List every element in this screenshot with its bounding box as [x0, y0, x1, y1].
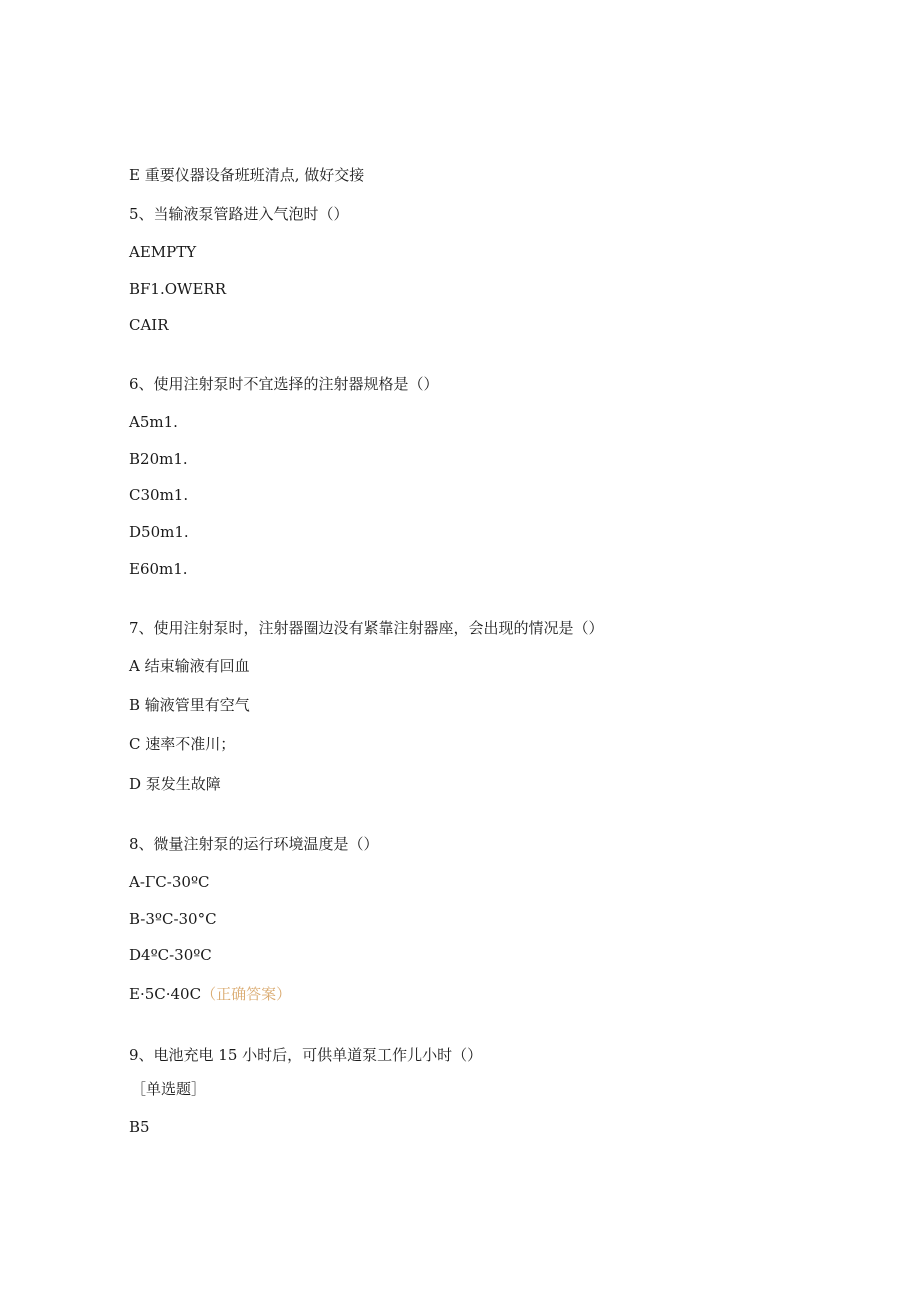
question-7-option-b: B 输液管里有空气: [129, 696, 250, 714]
question-5-option-c: CAIR: [129, 316, 169, 334]
question-6-option-d: D50m1.: [129, 523, 189, 541]
question-5: 5、当输液泵管路进入气泡时（）: [129, 205, 349, 223]
question-7-option-d: D 泵发生故障: [129, 775, 221, 793]
question-8-option-d: [129, 984, 291, 1004]
question-6-option-c: C30m1.: [129, 486, 189, 504]
question-6: 6、使用注射泵时不宜选择的注射器规格是（）: [129, 375, 439, 393]
question-5-option-a: AEMPTY: [129, 243, 197, 261]
question-8-option-a: A-ΓC-30ºC: [129, 873, 210, 891]
option-e-prev: E 重要仪器设备班班清点, 做好交接: [129, 166, 365, 184]
question-7: 7、使用注射泵时，注射器圈边没有紧靠注射器座，会出现的情况是（）: [129, 619, 604, 637]
question-8-option-d-text: E·5C·40C: [129, 985, 202, 1003]
question-7-option-a: A 结束输液有回血: [129, 657, 250, 675]
question-8-option-b: B-3ºC-30°C: [129, 910, 217, 928]
question-6-option-b: B20m1.: [129, 450, 188, 468]
question-8-option-c: D4ºC-30ºC: [129, 946, 212, 964]
question-7-option-c: C 速率不准川；: [129, 735, 236, 753]
question-5-option-b: BF1.OWERR: [129, 280, 226, 298]
question-9-option-b: B5: [129, 1118, 150, 1136]
question-8: 8、微量注射泵的运行环境温度是（）: [129, 835, 379, 853]
question-6-option-e: E60m1.: [129, 560, 188, 578]
question-6-option-a: A5m1.: [129, 413, 178, 431]
correct-answer-marker: （正确答案）: [201, 985, 292, 1003]
question-9-type-label: ［单选题］: [131, 1080, 207, 1098]
question-9: 9、电池充电 15 小时后，可供单道泵工作儿小时（）: [129, 1046, 483, 1064]
